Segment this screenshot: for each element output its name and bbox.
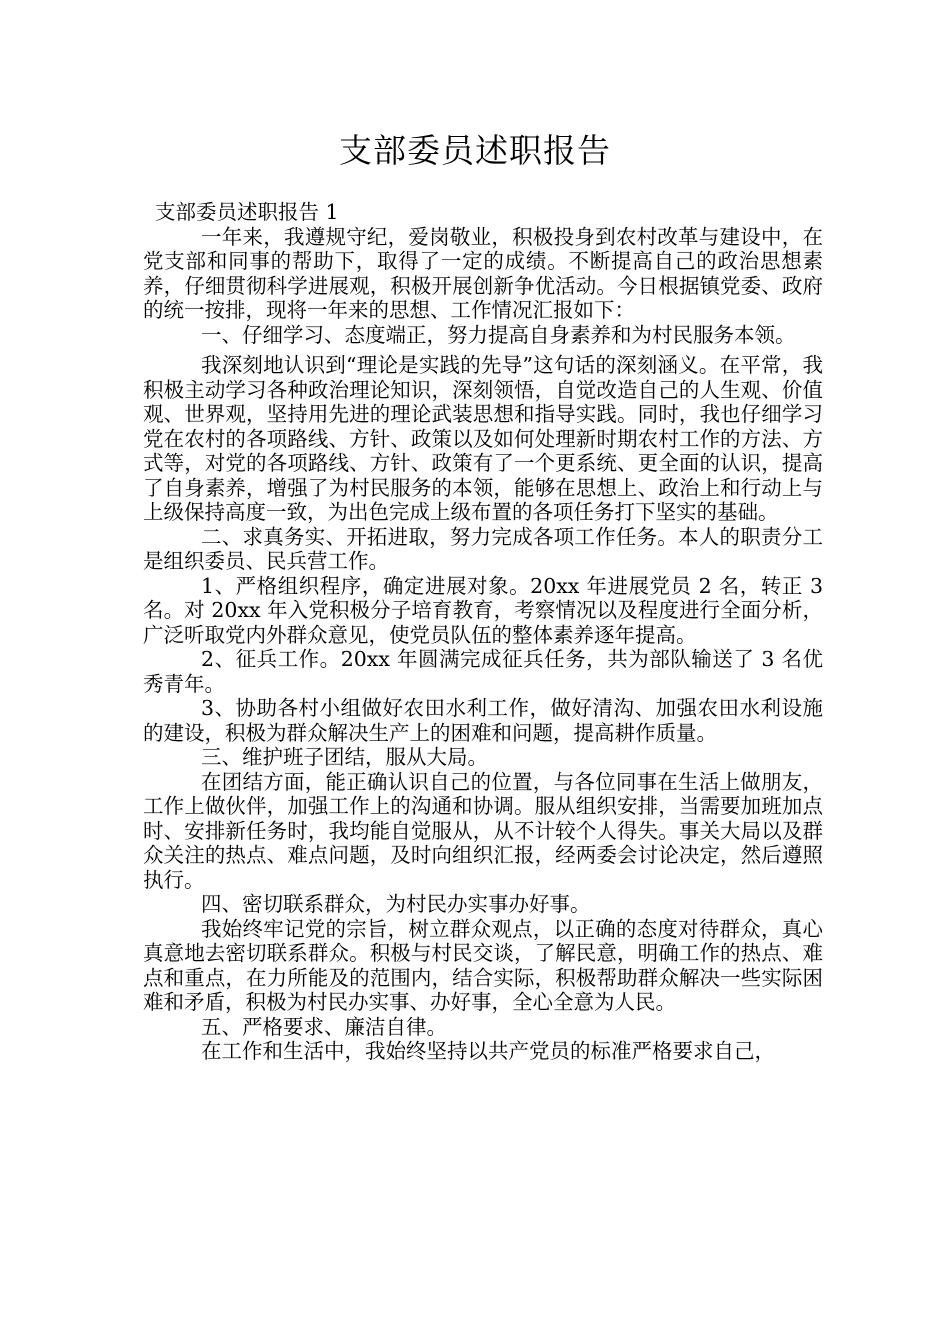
paragraph-study: 我深刻地认识到“理论是实践的先导”这句话的深刻涵义。在平常，我积极主动学习各种政治理论知识，深刻领悟，自觉改造自己的人生观、价值观、世界观，坚持用先进的理论武装思想和指导实践。同时，我也仔细学习党在农村的各项路线、方针、政策以及如何处理新时期农村工作的方法、方式等，对党的各项路线、方针、政策有了一个更系统、更全面的认识，提高了自身素养，增强了为村民服务的本领，能够在思想上、政治上和行动上与上级保持高度一致，为出色完成上级布置的各项任务打下坚实的基础。 [143,353,823,524]
section-heading-1: 一、仔细学习、态度端正，努力提高自身素养和为村民服务本领。 [201,322,796,347]
paragraph-item-2: 2、征兵工作。20xx 年圆满完成征兵任务，共为部队输送了 3 名优秀青年。 [143,647,823,696]
paragraph-discipline: 在工作和生活中，我始终坚持以共产党员的标准严格要求自己， [201,1039,775,1063]
document-title: 支部委员述职报告 [339,131,611,170]
paragraph-masses: 我始终牢记党的宗旨，树立群众观点，以正确的态度对待群众，真心真意地去密切联系群众。积极与村民交谈，了解民意，明确工作的热点、难点和重点，在力所能及的范围内，结合实际，积极帮助群众解决一些实际困难和矛盾，积极为村民办实事、办好事，全心全意为人民。 [143,916,823,1014]
section-heading-3: 三、维护班子团结，服从大局。 [201,745,488,769]
paragraph-intro: 一年来，我遵规守纪，爱岗敬业，积极投身到农村改革与建设中，在党支部和同事的帮助下，取得了一定的成绩。不断提高自己的政治思想素养，仔细贯彻科学进展观，积极开展创新争优活动。今日根据镇党委、政府的统一按排，现将一年来的思想、工作情况汇报如下： [143,224,823,322]
paragraph-item-1: 1、严格组织程序，确定进展对象。20xx 年进展党员 2 名，转正 3 名。对 20xx 年入党积极分子培育教育，考察情况以及程度进行全面分析，广泛听取党内外群众意见，使党员队伍的整体素养逐年提高。 [143,573,823,647]
report-subtitle: 支部委员述职报告 1 [155,200,339,224]
paragraph-item-3: 3、协助各村小组做好农田水利工作，做好清沟、加强农田水利设施的建设，积极为群众解决生产上的困难和问题，提高耕作质量。 [143,696,823,745]
document-body [143,200,823,1064]
section-heading-2: 二、求真务实、开拓进取，努力完成各项工作任务。本人的职责分工是组织委员、民兵营工作。 [143,524,823,573]
section-heading-5: 五、严格要求、廉洁自律。 [201,1014,447,1039]
section-heading-4: 四、密切联系群众，为村民办实事办好事。 [201,892,591,916]
paragraph-unity: 在团结方面，能正确认识自己的位置，与各位同事在生活上做朋友，工作上做伙伴，加强工作上的沟通和协调。服从组织安排，当需要加班加点时、安排新任务时，我均能自觉服从，从不计较个人得失。事关大局以及群众关注的热点、难点问题，及时向组织汇报，经两委会讨论决定，然后遵照执行。 [143,769,823,892]
